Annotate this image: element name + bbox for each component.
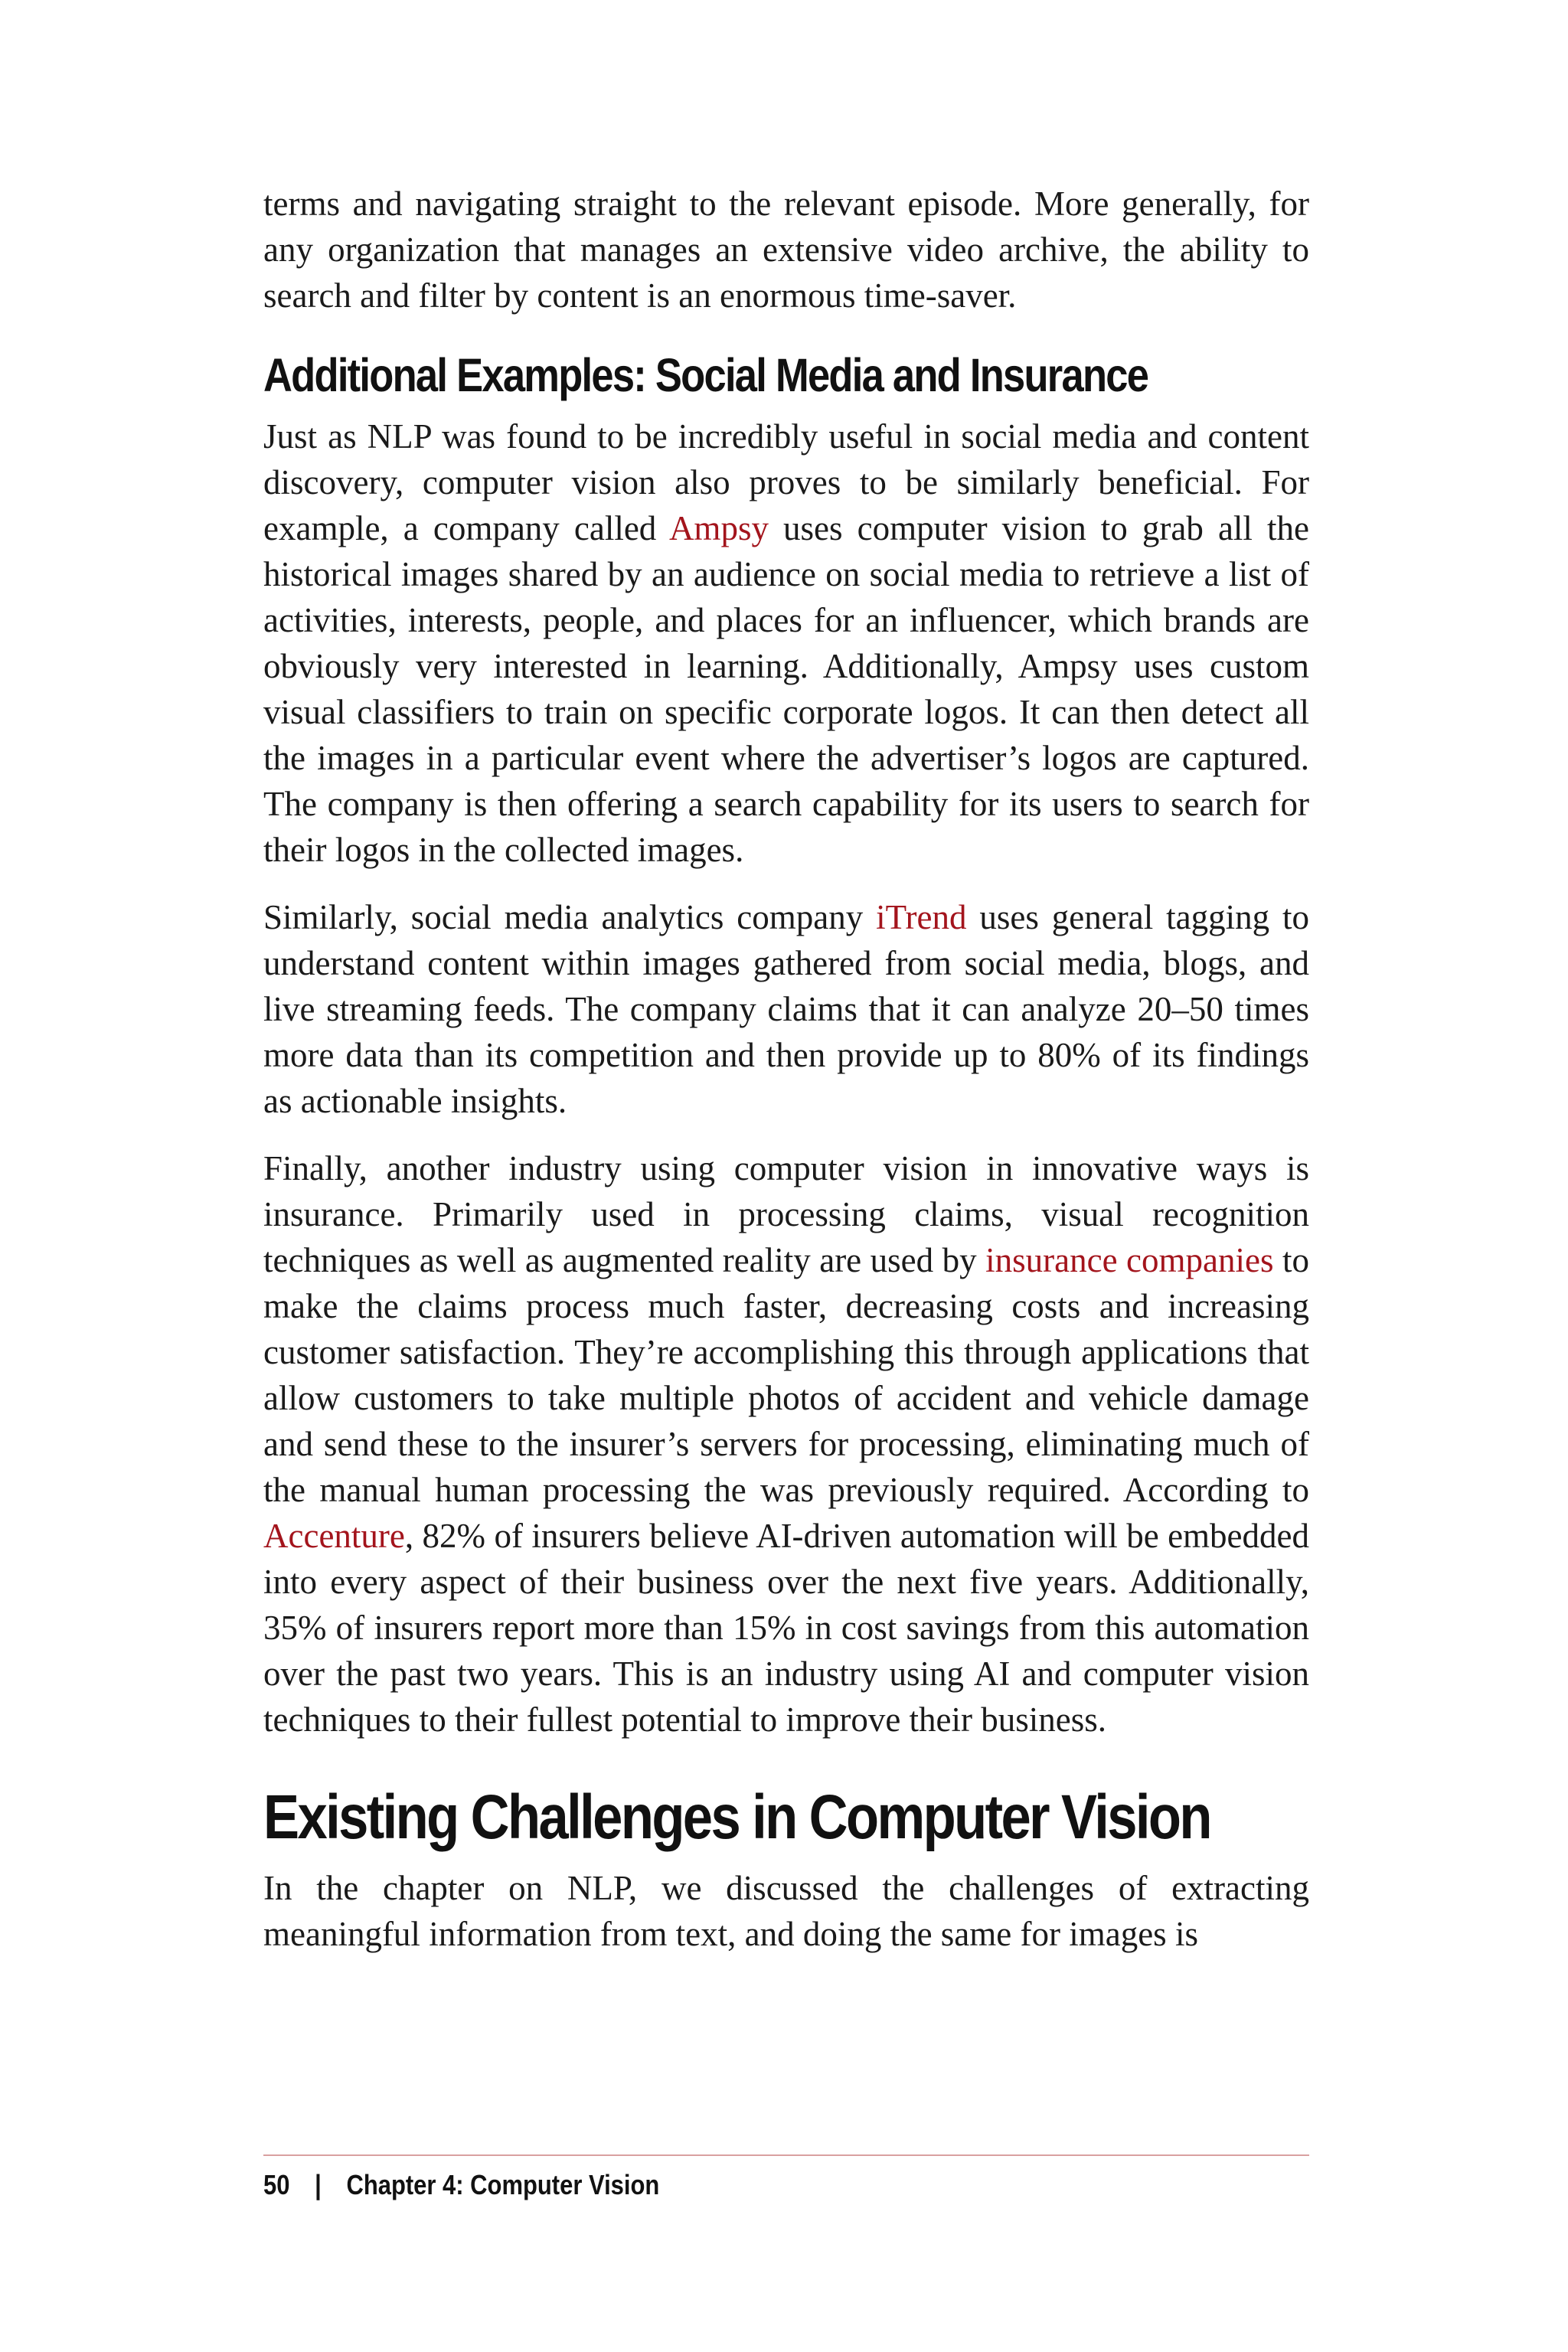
section-heading-social-media-insurance: Additional Examples: Social Media and Insurance <box>263 349 1148 401</box>
paragraph-ampsy-text-b: uses computer vision to grab all the historical images shared by an audience on social media to retrieve a list of activities, interests, people, and places for an influencer, which brands are obviously very interested in learning. Additionally, Ampsy uses custom visual classifiers to train on specific corporate logos. It can then detect all the images in a particular event where the advertiser’s logos are captured. The company is then offering a search capability for its users to search for their logos in the collected images. <box>263 509 1309 869</box>
section-heading-existing-challenges: Existing Challenges in Computer Vision <box>263 1782 1210 1852</box>
paragraph-ampsy-text-a: Just as NLP was found to be incredibly useful in social media and content discovery, computer vision also proves to be similarly beneficial. For example, a company called <box>263 417 1309 547</box>
paragraph-itrend-text-b: uses general tagging to understand content within images gathered from social media, blogs, and live streaming feeds. The company claims that it can analyze 20–50 times more data than its competition and then provide up to 80% of its findings as actionable insights. <box>263 898 1309 1120</box>
page-content <box>263 181 1309 1957</box>
paragraph-intro <box>263 181 1309 318</box>
paragraph-ampsy <box>263 413 1309 873</box>
insurance-companies-link[interactable]: insurance companies <box>985 1241 1274 1279</box>
paragraph-challenges-text: In the chapter on NLP, we discussed the challenges of extracting meaningful information from text, and doing the same for images is <box>263 1869 1309 1953</box>
accenture-link[interactable]: Accenture <box>263 1517 405 1555</box>
footer-text <box>263 2168 1163 2202</box>
footer-separator: | <box>315 2169 322 2200</box>
chapter-title: Chapter 4: Computer Vision <box>346 2169 660 2200</box>
paragraph-insurance-text-b: to make the claims process much faster, decreasing costs and increasing customer satisfaction. They’re accomplishing this through applications that allow customers to take multiple photos of accident and vehicle damage and send these to the insurer’s servers for processing, eliminating much of the manual human processing the was previously required. According to <box>263 1241 1309 1509</box>
paragraph-insurance <box>263 1145 1309 1743</box>
itrend-link[interactable]: iTrend <box>876 898 967 936</box>
paragraph-insurance-text-a: Finally, another industry using computer vision in innovative ways is insurance. Primarily used in processing claims, visual recognition techniques as well as augmented reality are used by <box>263 1149 1309 1279</box>
ampsy-link[interactable]: Ampsy <box>668 509 769 547</box>
paragraph-itrend-text-a: Similarly, social media analytics company <box>263 898 877 936</box>
footer-rule <box>263 2154 1309 2156</box>
page-footer <box>263 2154 1309 2202</box>
page-number: 50 <box>263 2169 290 2200</box>
paragraph-challenges <box>263 1865 1309 1957</box>
paragraph-insurance-text-c: , 82% of insurers believe AI-driven automation will be embedded into every aspect of their business over the next five years. Additionally, 35% of insurers report more than 15% in cost savings from this automation over the past two years. This is an industry using AI and computer vision techniques to their fullest potential to improve their business. <box>263 1517 1309 1739</box>
paragraph-itrend <box>263 894 1309 1124</box>
paragraph-intro-text: terms and navigating straight to the relevant episode. More generally, for any organization that manages an extensive video archive, the ability to search and filter by content is an enormous time-saver. <box>263 185 1309 315</box>
